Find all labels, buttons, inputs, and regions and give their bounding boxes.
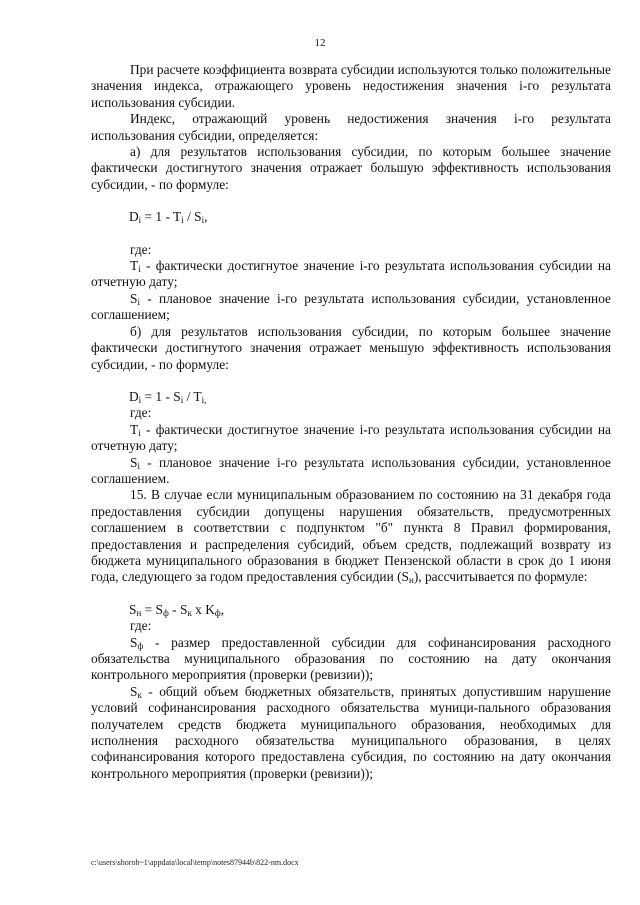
paragraph-positive-index: При расчете коэффициента возврата субсидии используются только положительные значения индекса, отражающего уровень недостижения значения i-го результата использования субсидии.	[91, 62, 611, 110]
label-where-2: где:	[130, 405, 152, 421]
definition-s-subsidy: $S_ф$ - размер предоставленной субсидии для софинансирования расходного обязательства муниципального образования по состоянию на дату окончания контрольного мероприятия (проверки (ревизии));	[91, 634, 611, 683]
formula-s-return: $S_н = S_ф - S_к$ x $K_ф$,	[129, 601, 225, 618]
document-body	[91, 62, 611, 782]
paragraph-15-return-volume: 15. В случае если муниципальным образованием по состоянию на 31 декабря года предоставления субсидии допущены нарушения обязательств, предусмотренных соглашением в соответствии с подпунктом "б" пункта 8 Правил формирования, предоставления и распределения субсидий, объем средств, подлежащий возврату из бюджета муниципального образования в бюджет Пензенской области в срок до 1 июня года, следующего за годом предоставления субсидии $(S_н)$, рассчитывается по формуле:	[91, 487, 611, 586]
paragraph-case-b: б) для результатов использования субсидии, по которым большее значение фактически достигнутого значения отражает меньшую эффективность использования субсидии, - по формуле:	[91, 323, 611, 372]
definition-s-obligations: $S_к$ - общий объем бюджетных обязательств, принятых допустившим нарушение условий софинансирования расходного обязательства муници-пального образования получателем средств бюджета муниципального образования, необходимых для исполнения расходного обязательства муниципального образования, в целях софинансирования которого предоставлена субсидия, по состоянию на дату окончания контрольного мероприятия (проверки (ревизии));	[91, 683, 611, 781]
formula-d-a: $D_i = 1 - T_i / S_i$,	[129, 209, 208, 226]
label-where-1: где:	[130, 241, 152, 257]
label-where-3: где:	[130, 618, 152, 634]
definition-s-planned-1: $S_i$ - плановое значение i-го результата использования субсидии, установленное соглашением;	[91, 290, 611, 323]
page-number: 12	[314, 37, 326, 49]
formula-d-b: $D_i = 1 - S_i / T_{i,}$	[129, 388, 207, 405]
definition-s-planned-2: $S_i$ - плановое значение i-го результата использования субсидии, установленное соглашением.	[91, 454, 611, 486]
definition-t-actual-2: $T_i$ - фактически достигнутое значение i-го результата использования субсидии на отчетную дату;	[91, 421, 611, 454]
paragraph-index-definition: Индекс, отражающий уровень недостижения значения i-го результата использования субсидии, определяется:	[91, 111, 611, 143]
paragraph-case-a: а) для результатов использования субсидии, по которым большее значение фактически достигнутого значения отражает большую эффективность использования субсидии, - по формуле:	[91, 144, 611, 192]
footer-file-path: c:\users\shoroh~1\appdata\local\temp\notes87944b\822-nm.docx	[91, 858, 299, 867]
definition-t-actual-1: $T_i$ - фактически достигнутое значение i-го результата использования субсидии на отчетную дату;	[91, 258, 611, 290]
